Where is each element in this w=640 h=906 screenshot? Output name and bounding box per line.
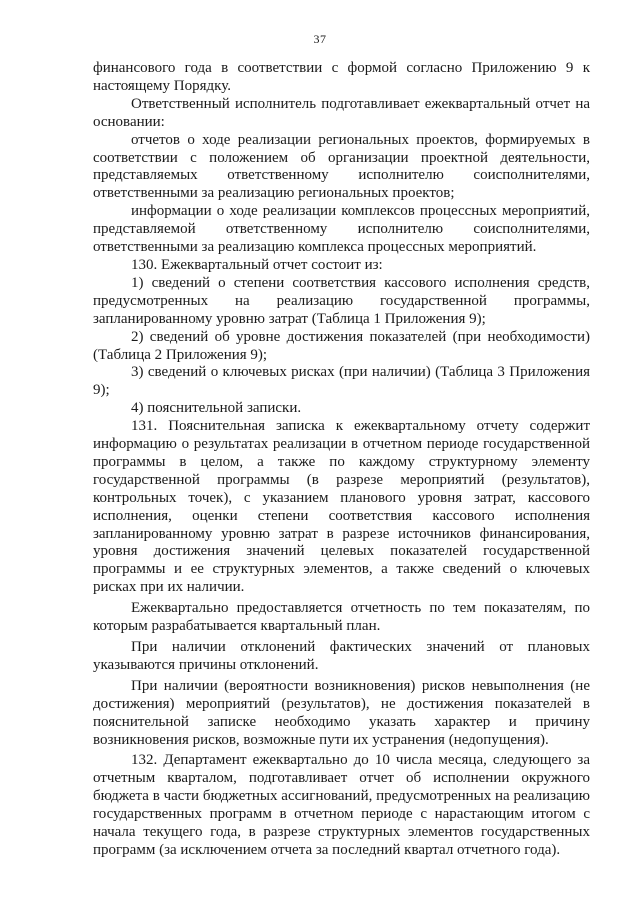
paragraph-quarterly-reporting: Ежеквартально предоставляется отчетность по тем показателям, по которым разрабатывается квартальный план. [93, 600, 590, 635]
paragraph-130-item-3: 3) сведений о ключевых рисках (при наличии) (Таблица 3 Приложения 9); [93, 364, 590, 399]
paragraph-risks: При наличии (вероятности возникновения) рисков невыполнения (не достижения) мероприятий (результатов), не достижения показателей в пояснительной записке необходимо указать характер и причину возникновения рисков, возможные пути их устранения (недопущения). [93, 677, 590, 748]
document-body [93, 60, 590, 860]
paragraph-130-item-1: 1) сведений о степени соответствия кассового исполнения средств, предусмотренных на реализацию государственной программы, запланированному уровню затрат (Таблица 1 Приложения 9); [93, 274, 590, 327]
paragraph-regional-projects: отчетов о ходе реализации региональных проектов, формируемых в соответствии с положением об организации проектной деятельности, представляемых ответственному исполнителю соисполнителями, ответственными за реализацию региональных проектов; [93, 131, 590, 202]
paragraph-130-item-2: 2) сведений об уровне достижения показателей (при необходимости) (Таблица 2 Приложения 9); [93, 328, 590, 363]
page-number: 37 [313, 32, 327, 46]
paragraph-130: 130. Ежеквартальный отчет состоит из: [131, 256, 383, 273]
paragraph-132: 132. Департамент ежеквартально до 10 числа месяца, следующего за отчетным кварталом, подготавливает отчет об исполнении окружного бюджета в части бюджетных ассигнований, предусмотренных на реализацию государственных программ в отчетном периоде с нарастающим итогом с начала текущего года, в разрезе структурных элементов государственных программ (за исключением отчета за последний квартал отчетного года). [93, 752, 590, 858]
paragraph-131: 131. Пояснительная записка к ежеквартальному отчету содержит информацию о результатах реализации в отчетном периоде государственной программы в целом, а также по каждому структурному элементу государственной программы (в разрезе мероприятий (результатов), контрольных точек), с указанием планового уровня затрат, кассового исполнения, оценки степени соответствия кассового исполнения запланированному уровню затрат в разрезе источников финансирования, уровня достижения значений целевых показателей государственной программы и ее структурных элементов, а также сведений о ключевых рисках при их наличии. [93, 418, 590, 596]
paragraph-continuation: финансового года в соответствии с формой согласно Приложению 9 к настоящему Порядку. [93, 60, 590, 94]
paragraph-basis-intro: Ответственный исполнитель подготавливает ежеквартальный отчет на основании: [93, 95, 590, 130]
paragraph-process-measures: информации о ходе реализации комплексов процессных мероприятий, представляемой ответственному исполнителю соисполнителями, ответственными за реализацию комплекса процессных мероприятий. [93, 203, 590, 256]
paragraph-130-item-4: 4) пояснительной записки. [131, 400, 302, 417]
paragraph-deviations: При наличии отклонений фактических значений от плановых указываются причины отклонений. [93, 639, 590, 673]
